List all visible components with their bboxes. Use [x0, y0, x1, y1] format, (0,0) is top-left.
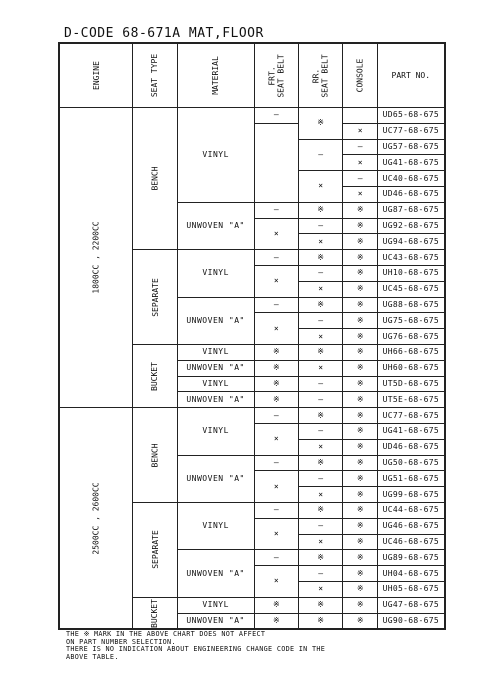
console-cell: ※ [343, 250, 378, 266]
rr-seat-belt-cell: × [298, 360, 342, 376]
rr-seat-belt-cell: ※ [298, 344, 342, 360]
material-cell: VINYL [177, 108, 254, 203]
frt-seat-belt-cell: ※ [254, 344, 298, 360]
console-cell: — [343, 139, 378, 155]
part-number-cell: UC46-68-675 [378, 534, 445, 550]
console-cell: ※ [343, 408, 378, 424]
frt-seat-belt-cell: — [254, 250, 298, 266]
part-number-cell: UG90-68-675 [378, 613, 445, 629]
console-cell: ※ [343, 581, 378, 597]
console-cell: ※ [343, 344, 378, 360]
console-cell: ※ [343, 281, 378, 297]
rr-seat-belt-cell: ※ [298, 297, 342, 313]
console-cell: ※ [343, 376, 378, 392]
console-cell: ※ [343, 518, 378, 534]
footnote-line: THE ※ MARK IN THE ABOVE CHART DOES NOT AFFECT [66, 630, 266, 638]
frt-seat-belt-cell: × [254, 423, 298, 455]
part-number-cell: UG46-68-675 [378, 518, 445, 534]
rr-seat-belt-cell: — [298, 313, 342, 329]
part-number-cell: UC44-68-675 [378, 502, 445, 518]
frt-seat-belt-cell: × [254, 265, 298, 297]
part-number-cell: UC77-68-675 [378, 123, 445, 139]
seat-type-cell: BUCKET [133, 344, 177, 407]
part-number-cell: UG76-68-675 [378, 329, 445, 345]
frt-seat-belt-cell: × [254, 518, 298, 550]
console-cell: ※ [343, 487, 378, 503]
frt-seat-belt-cell: — [254, 455, 298, 471]
material-cell: UNWOVEN "A" [177, 392, 254, 408]
frt-seat-belt-cell: ※ [254, 597, 298, 613]
console-cell: ※ [343, 597, 378, 613]
rr-seat-belt-cell: × [298, 234, 342, 250]
rr-seat-belt-cell: ※ [298, 250, 342, 266]
console-cell: — [343, 171, 378, 187]
engine-cell: 2500CC , 2600CC [59, 408, 133, 630]
console-cell: ※ [343, 297, 378, 313]
material-cell: UNWOVEN "A" [177, 202, 254, 249]
rr-seat-belt-cell: — [298, 265, 342, 281]
material-cell: UNWOVEN "A" [177, 613, 254, 629]
material-cell: UNWOVEN "A" [177, 360, 254, 376]
rr-seat-belt-cell: — [298, 566, 342, 582]
frt-seat-belt-cell: — [254, 297, 298, 313]
part-number-cell: UH05-68-675 [378, 581, 445, 597]
material-cell: VINYL [177, 250, 254, 297]
frt-seat-belt-cell: — [254, 502, 298, 518]
engine-cell: 1800CC , 2200CC [59, 108, 133, 408]
header-frt-seat-belt: FRT. SEAT BELT [254, 43, 298, 108]
material-cell: UNWOVEN "A" [177, 550, 254, 597]
header-seat-type: SEAT TYPE [133, 43, 177, 108]
parts-table [58, 42, 446, 630]
part-number-cell: UG51-68-675 [378, 471, 445, 487]
seat-type-cell: SEPARATE [133, 502, 177, 597]
header-console: CONSOLE [343, 43, 378, 108]
footnote-line: ABOVE TABLE. [66, 652, 119, 661]
part-number-cell: UG87-68-675 [378, 202, 445, 218]
frt-seat-belt-cell: ※ [254, 613, 298, 629]
rr-seat-belt-cell: ※ [298, 613, 342, 629]
rr-seat-belt-cell: — [298, 518, 342, 534]
console-cell [343, 108, 378, 124]
rr-seat-belt-cell: × [298, 534, 342, 550]
part-number-cell: UG89-68-675 [378, 550, 445, 566]
rr-seat-belt-cell: — [298, 423, 342, 439]
rr-seat-belt-cell: — [298, 139, 342, 171]
rr-seat-belt-cell: ※ [298, 408, 342, 424]
console-cell: ※ [343, 471, 378, 487]
rr-seat-belt-cell: × [298, 581, 342, 597]
rr-seat-belt-cell: — [298, 376, 342, 392]
part-number-cell: UG47-68-675 [378, 597, 445, 613]
part-number-cell: UG88-68-675 [378, 297, 445, 313]
material-cell: UNWOVEN "A" [177, 297, 254, 344]
console-cell: × [343, 186, 378, 202]
material-cell: VINYL [177, 408, 254, 455]
frt-seat-belt-cell: × [254, 313, 298, 345]
rr-seat-belt-cell: ※ [298, 550, 342, 566]
part-number-cell: UG50-68-675 [378, 455, 445, 471]
frt-seat-belt-cell: — [254, 108, 298, 124]
material-cell: UNWOVEN "A" [177, 455, 254, 502]
rr-seat-belt-cell: ※ [298, 502, 342, 518]
console-cell: ※ [343, 313, 378, 329]
console-cell: ※ [343, 439, 378, 455]
rr-seat-belt-cell: × [298, 439, 342, 455]
header-part-no: PART NO. [378, 43, 445, 108]
part-number-cell: UC77-68-675 [378, 408, 445, 424]
rr-seat-belt-cell: — [298, 218, 342, 234]
part-number-cell: UG92-68-675 [378, 218, 445, 234]
console-cell: ※ [343, 234, 378, 250]
part-number-cell: UT5E-68-675 [378, 392, 445, 408]
rr-seat-belt-cell: × [298, 171, 342, 203]
material-cell: VINYL [177, 502, 254, 549]
console-cell: ※ [343, 392, 378, 408]
part-number-cell: UH10-68-675 [378, 265, 445, 281]
rr-seat-belt-cell: ※ [298, 597, 342, 613]
part-number-cell: UG75-68-675 [378, 313, 445, 329]
console-cell: × [343, 155, 378, 171]
console-cell: ※ [343, 534, 378, 550]
part-number-cell: UH04-68-675 [378, 566, 445, 582]
header-material: MATERIAL [177, 43, 254, 108]
part-number-cell: UC40-68-675 [378, 171, 445, 187]
console-cell: ※ [343, 218, 378, 234]
console-cell: ※ [343, 329, 378, 345]
frt-seat-belt-cell: ※ [254, 360, 298, 376]
header-engine: ENGINE [59, 43, 133, 108]
part-number-cell: UG99-68-675 [378, 487, 445, 503]
frt-seat-belt-cell: × [254, 218, 298, 250]
frt-seat-belt-cell: — [254, 202, 298, 218]
rr-seat-belt-cell: ※ [298, 202, 342, 218]
seat-type-cell: BENCH [133, 408, 177, 503]
part-number-cell: UD65-68-675 [378, 108, 445, 124]
material-cell: VINYL [177, 376, 254, 392]
part-number-cell: UH60-68-675 [378, 360, 445, 376]
console-cell: ※ [343, 613, 378, 629]
frt-seat-belt-cell [254, 123, 298, 202]
console-cell: ※ [343, 423, 378, 439]
rr-seat-belt-cell: ※ [298, 455, 342, 471]
console-cell: ※ [343, 360, 378, 376]
part-number-cell: UG41-68-675 [378, 423, 445, 439]
part-number-cell: UC43-68-675 [378, 250, 445, 266]
frt-seat-belt-cell: — [254, 550, 298, 566]
console-cell: ※ [343, 202, 378, 218]
console-cell: ※ [343, 455, 378, 471]
rr-seat-belt-cell: × [298, 487, 342, 503]
table-row [59, 408, 445, 424]
part-number-cell: UD46-68-675 [378, 186, 445, 202]
material-cell: VINYL [177, 344, 254, 360]
part-number-cell: UG41-68-675 [378, 155, 445, 171]
rr-seat-belt-cell: — [298, 471, 342, 487]
footnote-line: THERE IS NO INDICATION ABOUT ENGINEERING CHANGE CODE IN THE [66, 645, 326, 654]
part-number-cell: UT5D-68-675 [378, 376, 445, 392]
frt-seat-belt-cell: × [254, 566, 298, 598]
rr-seat-belt-cell: × [298, 281, 342, 297]
console-cell: ※ [343, 502, 378, 518]
frt-seat-belt-cell: — [254, 408, 298, 424]
frt-seat-belt-cell: ※ [254, 392, 298, 408]
seat-type-cell: SEPARATE [133, 250, 177, 345]
part-number-cell: UG94-68-675 [378, 234, 445, 250]
part-number-cell: UH66-68-675 [378, 344, 445, 360]
seat-type-cell: BENCH [133, 108, 177, 250]
header-row [59, 43, 445, 108]
part-number-cell: UD46-68-675 [378, 439, 445, 455]
rr-seat-belt-cell: ※ [298, 108, 342, 140]
frt-seat-belt-cell: ※ [254, 376, 298, 392]
console-cell: × [343, 123, 378, 139]
part-number-cell: UG57-68-675 [378, 139, 445, 155]
table-row [59, 108, 445, 124]
material-cell: VINYL [177, 597, 254, 613]
rr-seat-belt-cell: — [298, 392, 342, 408]
page-title: D-CODE 68-671A MAT,FLOOR [64, 26, 264, 41]
frt-seat-belt-cell: × [254, 471, 298, 503]
console-cell: ※ [343, 566, 378, 582]
footnote-line: ON PART NUMBER SELECTION. [66, 637, 176, 646]
console-cell: ※ [343, 265, 378, 281]
seat-type-cell: BUCKET [133, 597, 177, 629]
footnote [66, 631, 325, 661]
rr-seat-belt-cell: × [298, 329, 342, 345]
console-cell: ※ [343, 550, 378, 566]
header-rr-seat-belt: RR. SEAT BELT [298, 43, 342, 108]
part-number-cell: UC45-68-675 [378, 281, 445, 297]
